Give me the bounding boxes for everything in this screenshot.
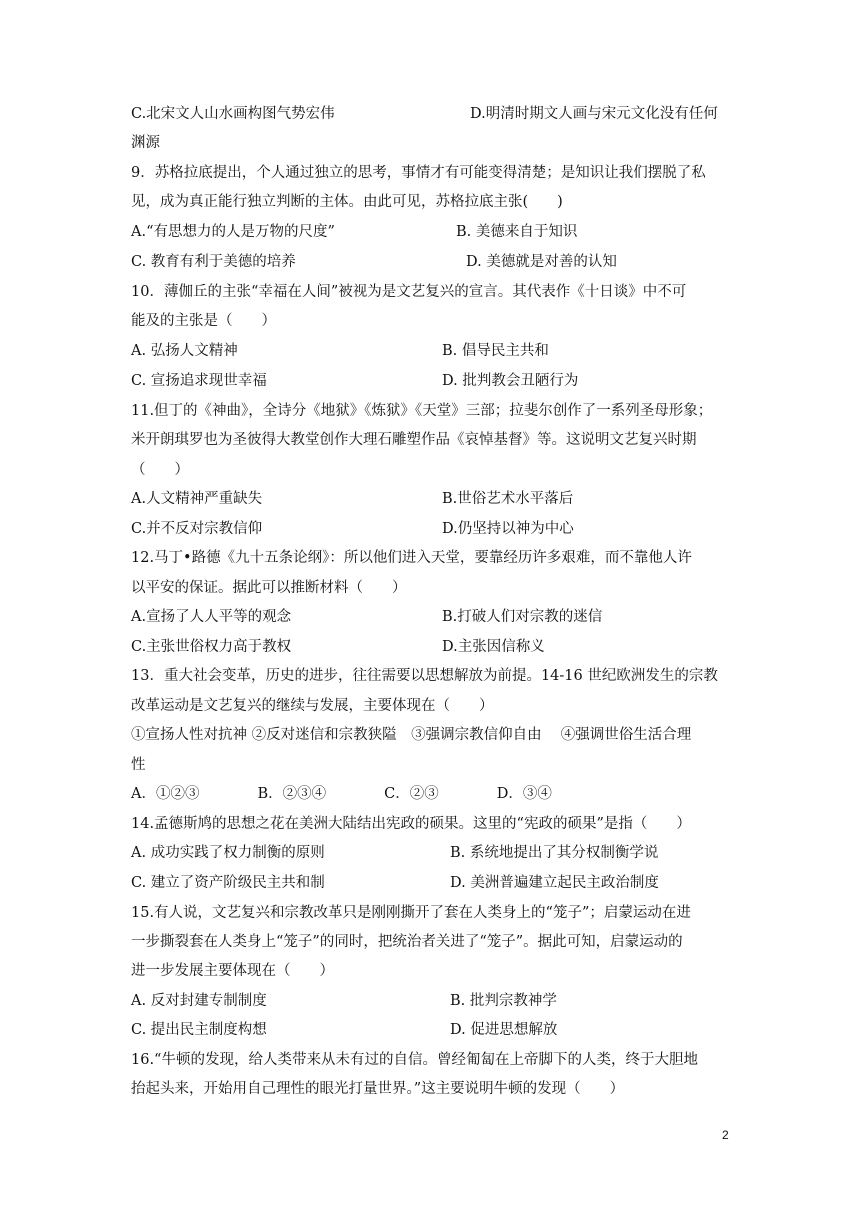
text-line: C. 宣扬追求现世幸福: [131, 373, 267, 389]
text-line: C. 建立了资产阶级民主共和制: [131, 875, 325, 891]
option-right: D. 促进思想解放: [450, 1022, 558, 1038]
option-right: D. 批判教会丑陋行为: [442, 373, 579, 389]
text-line: A.“有思想力的人是万物的尺度”: [131, 224, 335, 240]
text-line: C.主张世俗权力高于教权: [131, 639, 292, 655]
option-right: D.明清时期文人画与宋元文化没有任何: [470, 106, 718, 122]
option-right: B. 美德来自于知识: [456, 224, 578, 240]
text-line: 13．重大社会变革，历史的进步，往往需要以思想解放为前提。14-16 世纪欧洲发生的宗教: [131, 668, 718, 684]
text-line: 11.但丁的《神曲》，全诗分《地狱》《炼狱》《天堂》三部；拉斐尔创作了一系列圣母形象；: [131, 403, 713, 419]
text-line: ①宣扬人性对抗神 ②反对迷信和宗教狭隘 ③强调宗教信仰自由 ④强调世俗生活合理: [131, 727, 692, 743]
text-line: 能及的主张是（ ）: [131, 313, 276, 329]
text-line: 性: [131, 757, 146, 773]
text-line: C. 提出民主制度构想: [131, 1022, 267, 1038]
text-line: 渊源: [131, 135, 160, 151]
text-line: A．①②③ B．②③④ C．②③ D．③④: [131, 786, 552, 802]
text-line: 改革运动是文艺复兴的继续与发展，主要体现在（ ）: [131, 698, 494, 714]
option-right: B.世俗艺术水平落后: [442, 491, 574, 507]
text-line: 9．苏格拉底提出，个人通过独立的思考，事情才有可能变得清楚；是知识让我们摆脱了私: [131, 165, 706, 181]
option-right: B. 倡导民主共和: [442, 343, 549, 359]
option-right: D.主张因信称义: [442, 639, 545, 655]
text-line: 米开朗琪罗也为圣彼得大教堂创作大理石雕塑作品《哀悼基督》等。这说明文艺复兴时期: [131, 432, 697, 448]
text-line: 见，成为真正能行独立判断的主体。由此可见，苏格拉底主张( ): [131, 194, 563, 210]
text-line: （ ）: [131, 462, 189, 478]
text-line: 15.有人说，文艺复兴和宗教改革只是刚刚撕开了套在人类身上的“笼子”；启蒙运动在进: [131, 905, 691, 921]
text-line: 12.马丁•路德《九十五条论纲》：所以他们进入天堂，要靠经历许多艰难，而不靠他人许: [131, 550, 692, 566]
text-line: 进一步发展主要体现在（ ）: [131, 963, 334, 979]
text-line: C. 教育有利于美德的培养: [131, 254, 296, 270]
option-right: B. 系统地提出了其分权制衡学说: [450, 845, 659, 861]
option-right: D.仍坚持以神为中心: [442, 521, 574, 537]
text-line: 以平安的保证。据此可以推断材料（ ）: [131, 580, 407, 596]
text-line: A. 成功实践了权力制衡的原则: [131, 845, 325, 861]
text-line: C.并不反对宗教信仰: [131, 521, 263, 537]
text-line: 一步撕裂套在人类身上“笼子”的同时，把统治者关进了“笼子”。据此可知，启蒙运动的: [131, 934, 683, 950]
option-right: D. 美洲普遍建立起民主政治制度: [450, 875, 659, 891]
text-line: A. 反对封建专制制度: [131, 993, 267, 1009]
option-right: B. 批判宗教神学: [450, 993, 557, 1009]
text-line: A. 弘扬人文精神: [131, 343, 238, 359]
text-line: 10．薄伽丘的主张“幸福在人间”被视为是文艺复兴的宣言。其代表作《十日谈》中不可: [131, 284, 687, 300]
text-line: 抬起头来，开始用自己理性的眼光打量世界。”这主要说明牛顿的发现（ ）: [131, 1081, 625, 1097]
text-line: A.宣扬了人人平等的观念: [131, 609, 292, 625]
text-line: 14.孟德斯鸠的思想之花在美洲大陆结出宪政的硕果。这里的“宪政的硕果”是指（ ）: [131, 816, 691, 832]
text-line: C.北宋文人山水画构图气势宏伟: [131, 106, 335, 122]
page-number: 2: [722, 1128, 729, 1142]
text-line: A.人文精神严重缺失: [131, 491, 263, 507]
text-line: 16.“牛顿的发现，给人类带来从未有过的自信。曾经匍匐在上帝脚下的人类，终于大胆地: [131, 1052, 698, 1068]
option-right: D. 美德就是对善的认知: [466, 254, 617, 270]
option-right: B.打破人们对宗教的迷信: [442, 609, 603, 625]
